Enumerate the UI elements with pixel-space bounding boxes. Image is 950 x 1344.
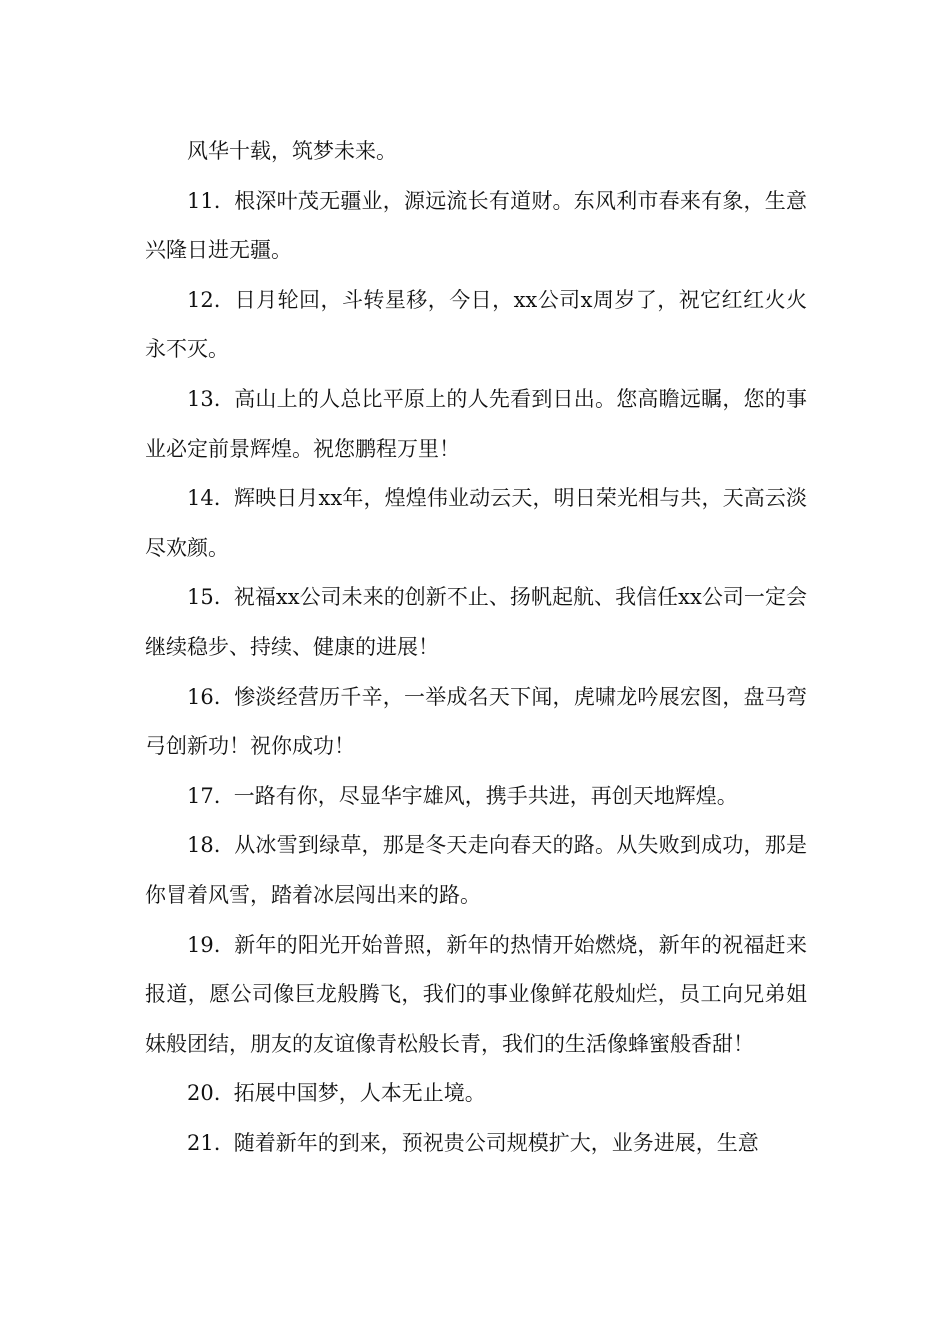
item-number: 18. bbox=[187, 833, 221, 858]
paragraph-17 bbox=[145, 772, 807, 822]
item-number: 14. bbox=[187, 486, 221, 511]
paragraph-18 bbox=[145, 821, 807, 920]
paragraph-text: 风华十载，筑梦未来。 bbox=[187, 139, 397, 163]
item-number: 21. bbox=[187, 1130, 221, 1155]
paragraph-16 bbox=[145, 673, 807, 772]
item-number: 12. bbox=[187, 287, 221, 312]
document-page bbox=[145, 127, 807, 1168]
paragraph-text: 辉映日月xx年，煌煌伟业动云天，明日荣光相与共，天高云淡尽欢颜。 bbox=[145, 486, 807, 560]
paragraph-12 bbox=[145, 276, 807, 375]
item-number: 17. bbox=[187, 783, 221, 808]
item-number: 11. bbox=[187, 188, 221, 213]
paragraph-20 bbox=[145, 1069, 807, 1119]
paragraph-15 bbox=[145, 573, 807, 672]
paragraph-text: 一路有你，尽显华宇雄风，携手共进，再创天地辉煌。 bbox=[233, 783, 738, 808]
paragraph-text: 新年的阳光开始普照，新年的热情开始燃烧，新年的祝福赶来报道，愿公司像巨龙般腾飞，我们的事业像鲜花般灿烂，员工向兄弟姐妹般团结，朋友的友谊像青松般长青，我们的生活像蜂蜜般香甜！ bbox=[145, 932, 807, 1056]
item-number: 13. bbox=[187, 386, 221, 411]
paragraph-text: 随着新年的到来，预祝贵公司规模扩大，业务进展，生意 bbox=[233, 1130, 759, 1155]
paragraph-0 bbox=[145, 127, 807, 177]
item-number: 20. bbox=[187, 1081, 221, 1106]
item-number: 15. bbox=[187, 585, 221, 610]
paragraph-21 bbox=[145, 1119, 807, 1169]
paragraph-text: 根深叶茂无疆业，源远流长有道财。东风利市春来有象，生意兴隆日进无疆。 bbox=[145, 188, 807, 263]
item-number: 16. bbox=[187, 684, 221, 709]
paragraph-text: 祝福xx公司未来的创新不止、扬帆起航、我信任xx公司一定会继续稳步、持续、健康的进展！ bbox=[145, 585, 807, 659]
item-number: 19. bbox=[187, 932, 221, 957]
paragraph-text: 日月轮回，斗转星移，今日，xx公司x周岁了，祝它红红火火永不灭。 bbox=[145, 287, 807, 362]
paragraph-text: 拓展中国梦，人本无止境。 bbox=[233, 1081, 486, 1106]
paragraph-text: 高山上的人总比平原上的人先看到日出。您高瞻远瞩，您的事业必定前景辉煌。祝您鹏程万里！ bbox=[145, 386, 807, 461]
paragraph-13 bbox=[145, 375, 807, 474]
paragraph-text: 从冰雪到绿草，那是冬天走向春天的路。从失败到成功，那是你冒着风雪，踏着冰层闯出来的路。 bbox=[145, 833, 807, 907]
paragraph-19 bbox=[145, 921, 807, 1070]
paragraph-11 bbox=[145, 177, 807, 276]
paragraph-text: 惨淡经营历千辛，一举成名天下闻，虎啸龙吟展宏图，盘马弯弓创新功！祝你成功！ bbox=[145, 684, 807, 759]
paragraph-14 bbox=[145, 474, 807, 573]
